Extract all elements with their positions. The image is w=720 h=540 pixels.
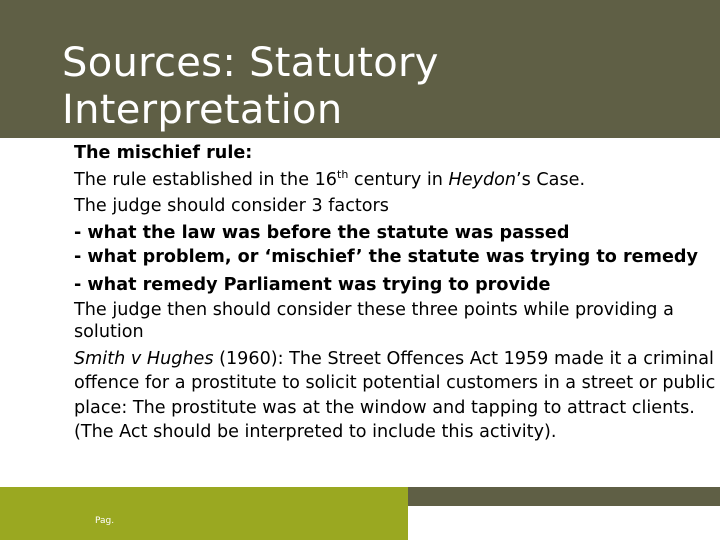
case-example: Smith v Hughes (1960): The Street Offences Act 1959 made it a criminal offence for a prostitute to solicit potential customers in a street or public place: The prostitute was at the window and tapping to attract clients. (The Act should be interpreted to include this activity). xyxy=(74,348,716,443)
footer-dark-bar xyxy=(408,487,720,506)
rule-origin-text: The rule established in the 16th century in Heydon’s Case. xyxy=(74,167,586,190)
slide-body xyxy=(74,140,718,445)
factor-1: - what the law was before the statute was passed xyxy=(74,222,570,243)
footer-accent-bar xyxy=(0,487,408,540)
case-name-smith: Smith v Hughes xyxy=(74,348,214,369)
conclusion-text: The judge then should consider these three points while providing a solution xyxy=(74,299,674,342)
factor-2: - what problem, or ‘mischief’ the statute was trying to remedy xyxy=(74,247,698,268)
mischief-rule-heading: The mischief rule: xyxy=(74,143,253,163)
page-number-label: Pag. xyxy=(95,516,115,526)
slide-title: Sources: Statutory Interpretation xyxy=(62,40,439,133)
factor-3: - what remedy Parliament was trying to provide xyxy=(74,275,551,296)
factors-intro: The judge should consider 3 factors xyxy=(74,196,389,217)
case-name-heydon: Heydon xyxy=(448,169,517,190)
